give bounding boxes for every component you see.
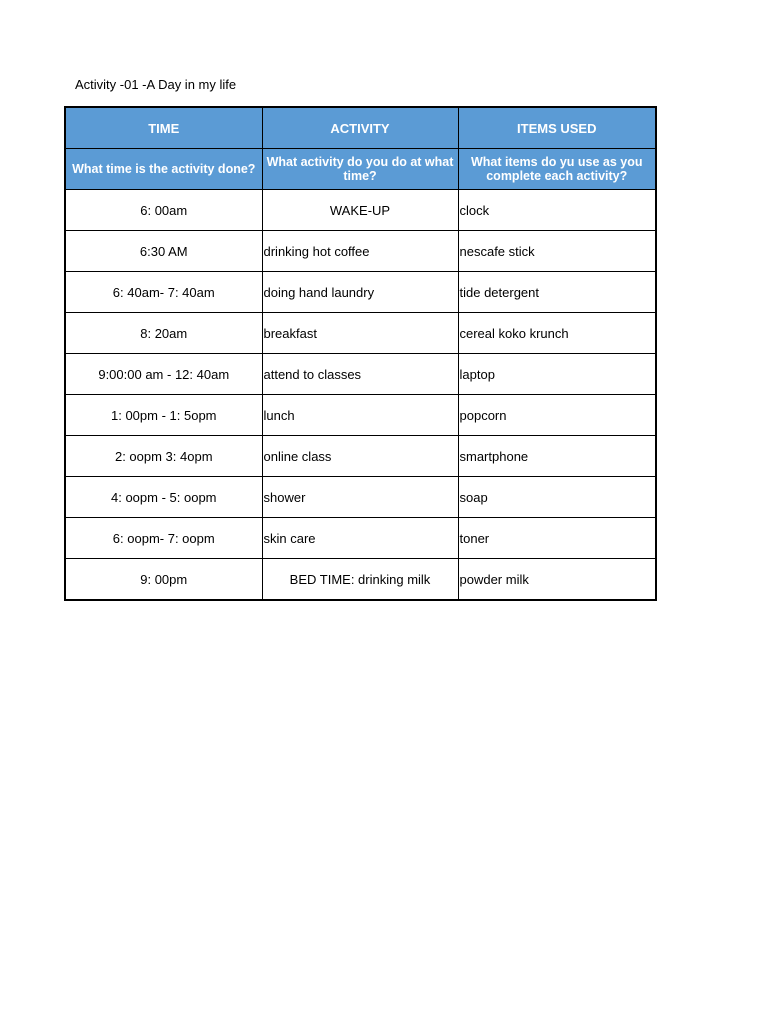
- subheader-row: [65, 149, 656, 190]
- table-row: [65, 354, 656, 395]
- cell-time: 6: 40am- 7: 40am: [65, 272, 262, 313]
- cell-items: laptop: [458, 354, 656, 395]
- cell-items: toner: [458, 518, 656, 559]
- cell-activity: online class: [262, 436, 458, 477]
- cell-time: 6:30 AM: [65, 231, 262, 272]
- cell-activity: skin care: [262, 518, 458, 559]
- cell-activity: BED TIME: drinking milk: [262, 559, 458, 601]
- cell-activity: lunch: [262, 395, 458, 436]
- table-row: [65, 313, 656, 354]
- cell-items: powder milk: [458, 559, 656, 601]
- table-row: [65, 231, 656, 272]
- cell-time: 1: 00pm - 1: 5opm: [65, 395, 262, 436]
- cell-time: 2: oopm 3: 4opm: [65, 436, 262, 477]
- subheader-activity: What activity do you do at what time?: [262, 149, 458, 190]
- cell-time: 6: 00am: [65, 190, 262, 231]
- cell-activity: drinking hot coffee: [262, 231, 458, 272]
- cell-time: 9:00:00 am - 12: 40am: [65, 354, 262, 395]
- header-activity: ACTIVITY: [262, 107, 458, 149]
- header-time: TIME: [65, 107, 262, 149]
- cell-items: soap: [458, 477, 656, 518]
- cell-items: smartphone: [458, 436, 656, 477]
- subheader-time: What time is the activity done?: [65, 149, 262, 190]
- table-row: [65, 436, 656, 477]
- cell-time: 9: 00pm: [65, 559, 262, 601]
- subheader-items: What items do yu use as you complete each activity?: [458, 149, 656, 190]
- cell-items: tide detergent: [458, 272, 656, 313]
- cell-activity: doing hand laundry: [262, 272, 458, 313]
- cell-time: 6: oopm- 7: oopm: [65, 518, 262, 559]
- cell-activity: attend to classes: [262, 354, 458, 395]
- cell-activity: breakfast: [262, 313, 458, 354]
- cell-time: 8: 20am: [65, 313, 262, 354]
- activity-table: [64, 106, 657, 601]
- document-title: Activity -01 -A Day in my life: [75, 77, 237, 92]
- cell-items: clock: [458, 190, 656, 231]
- cell-activity: shower: [262, 477, 458, 518]
- table-row: [65, 559, 656, 601]
- cell-items: popcorn: [458, 395, 656, 436]
- table-row: [65, 518, 656, 559]
- table-row: [65, 477, 656, 518]
- table-row: [65, 272, 656, 313]
- header-row: [65, 107, 656, 149]
- table-row: [65, 395, 656, 436]
- cell-items: nescafe stick: [458, 231, 656, 272]
- table-row: [65, 190, 656, 231]
- cell-activity: WAKE-UP: [262, 190, 458, 231]
- cell-time: 4: oopm - 5: oopm: [65, 477, 262, 518]
- cell-items: cereal koko krunch: [458, 313, 656, 354]
- header-items-used: ITEMS USED: [458, 107, 656, 149]
